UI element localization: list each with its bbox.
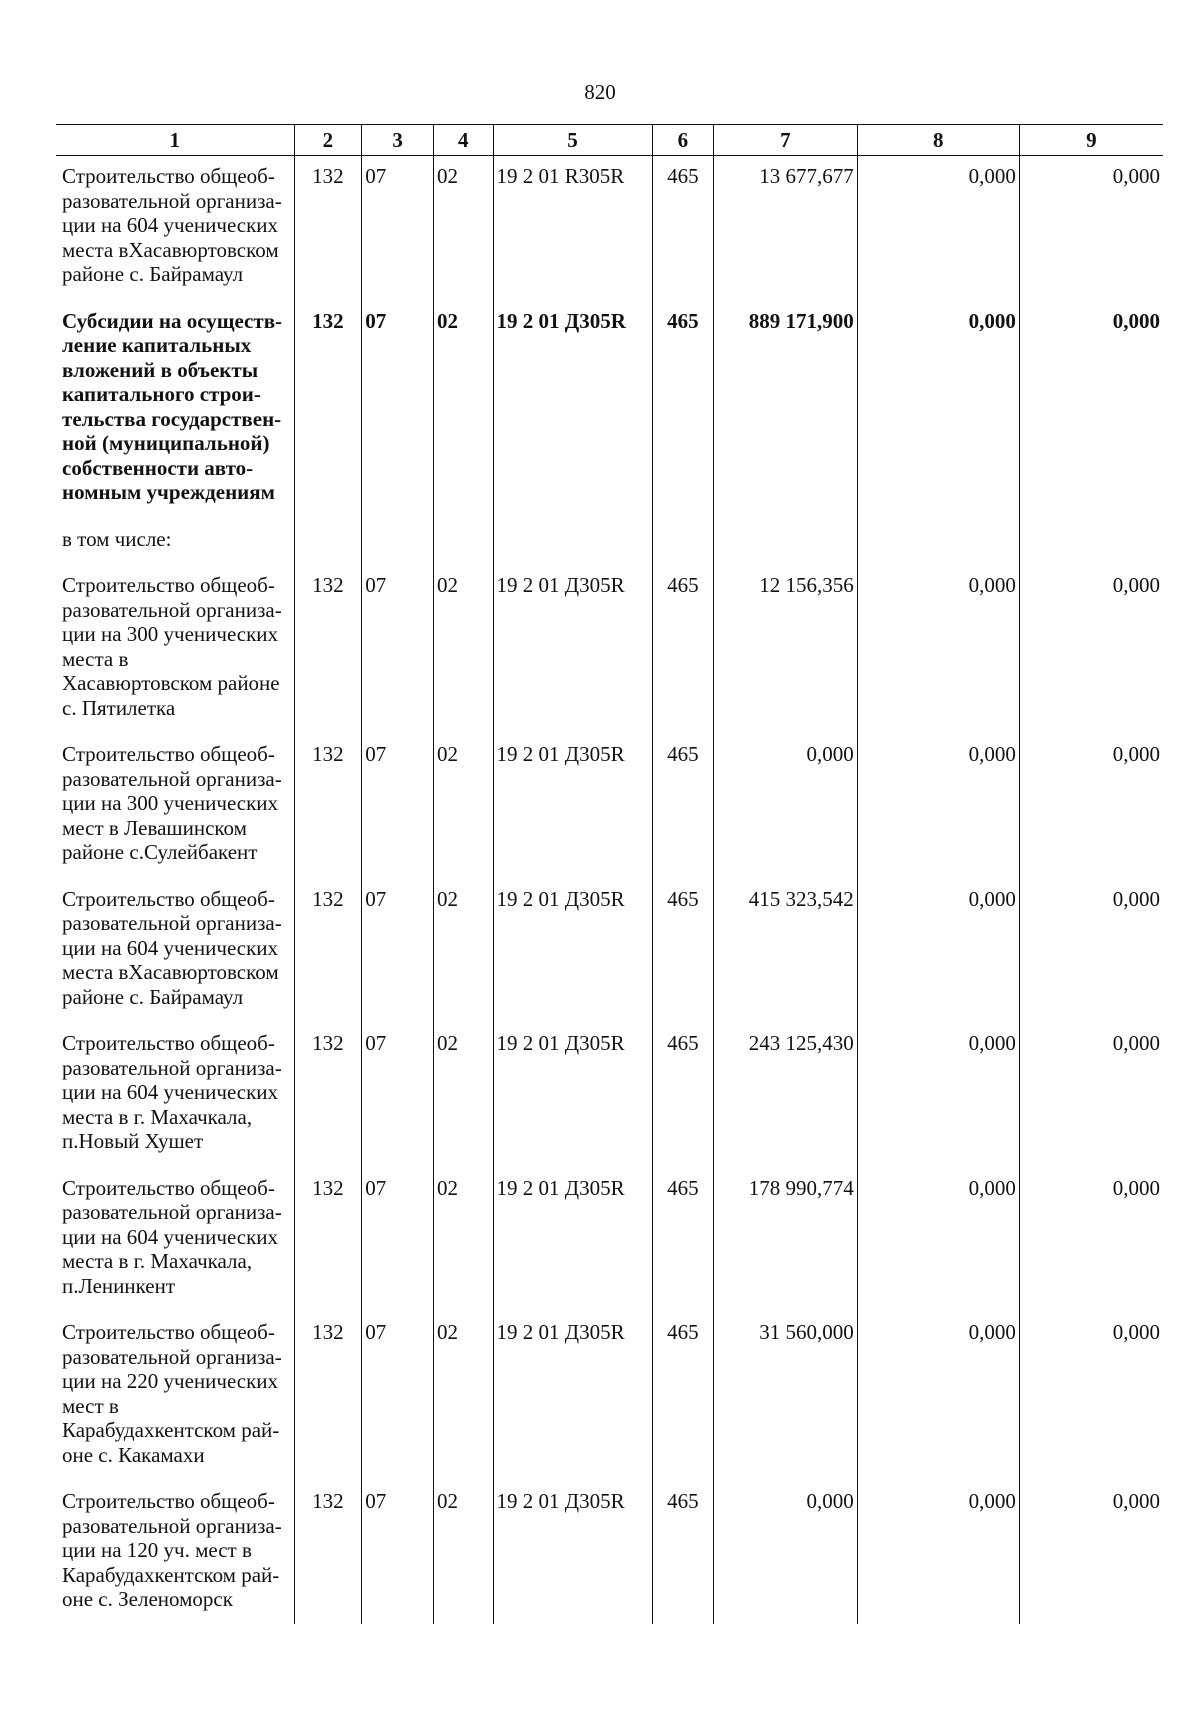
table-body (56, 156, 1163, 1624)
budget-table (56, 124, 1163, 1624)
row-code-cell: 132 (294, 1310, 362, 1479)
row-section-cell: 07 (362, 299, 434, 517)
row-expense-type-cell: 465 (652, 732, 714, 877)
row-expense-type-cell: 465 (652, 1166, 714, 1311)
row-amount-cell: 0,000 (857, 732, 1019, 877)
column-header: 1 (56, 125, 294, 156)
row-code-cell: 132 (294, 156, 362, 299)
row-code-cell: 132 (294, 732, 362, 877)
row-amount-cell: 0,000 (1019, 1021, 1163, 1166)
row-code-cell: 132 (294, 1021, 362, 1166)
row-subsection-cell: 02 (434, 299, 494, 517)
row-target-article-cell: 19 2 01 Д305R (493, 877, 652, 1022)
row-amount-cell: 31 560,000 (714, 1310, 858, 1479)
row-amount-cell: 0,000 (1019, 877, 1163, 1022)
row-subsection-cell: 02 (434, 1021, 494, 1166)
row-name-cell: Строительство общеоб- разовательной организа- ции на 604 ученических места в г. Махачкала, п.Ленинкент (62, 1175, 282, 1298)
row-name-cell: Строительство общеоб- разовательной организа- ции на 120 уч. мест в Карабудахкентском рай- оне с. Зеленоморск (62, 1489, 282, 1611)
row-name-cell: Строительство общеоб- разовательной организа- ции на 604 ученических места вХасавюртовском районе с. Байрамаул (62, 164, 282, 286)
row-amount-cell: 0,000 (857, 1166, 1019, 1311)
row-target-article-cell: 19 2 01 Д305R (493, 732, 652, 877)
table-row (56, 1021, 1163, 1166)
row-name-cell: Строительство общеоб- разовательной организа- ции на 604 ученических места в г. Махачкала, п.Новый Хушет (62, 1031, 282, 1153)
row-code-cell (294, 517, 362, 564)
row-amount-cell: 0,000 (857, 1479, 1019, 1624)
column-header: 2 (294, 125, 362, 156)
row-expense-type-cell: 465 (652, 1479, 714, 1624)
row-name-cell: в том числе: (62, 526, 172, 551)
row-section-cell: 07 (362, 1021, 434, 1166)
row-amount-cell: 0,000 (857, 1310, 1019, 1479)
row-amount-cell: 0,000 (857, 563, 1019, 732)
row-target-article-cell: 19 2 01 Д305R (493, 1310, 652, 1479)
row-amount-cell: 0,000 (714, 732, 858, 877)
row-subsection-cell: 02 (434, 1479, 494, 1624)
column-header: 3 (362, 125, 434, 156)
row-subsection-cell: 02 (434, 563, 494, 732)
row-amount-cell: 0,000 (1019, 1166, 1163, 1311)
row-subsection-cell: 02 (434, 156, 494, 299)
table-row (56, 1310, 1163, 1479)
row-subsection-cell: 02 (434, 732, 494, 877)
row-expense-type-cell (652, 517, 714, 564)
column-header: 8 (857, 125, 1019, 156)
row-expense-type-cell: 465 (652, 299, 714, 517)
row-amount-cell: 889 171,900 (714, 299, 858, 517)
table-row (56, 563, 1163, 732)
row-amount-cell: 0,000 (1019, 156, 1163, 299)
row-expense-type-cell: 465 (652, 156, 714, 299)
row-target-article-cell: 19 2 01 Д305R (493, 1479, 652, 1624)
column-header: 5 (493, 125, 652, 156)
row-expense-type-cell: 465 (652, 1310, 714, 1479)
row-amount-cell (857, 517, 1019, 564)
row-section-cell: 07 (362, 877, 434, 1022)
row-code-cell: 132 (294, 299, 362, 517)
table-row (56, 1166, 1163, 1311)
row-amount-cell: 0,000 (857, 156, 1019, 299)
row-name-cell: Строительство общеоб- разовательной организа- ции на 220 ученических мест в Карабудахкентском рай- оне с. Какамахи (62, 1320, 282, 1467)
row-target-article-cell (493, 517, 652, 564)
column-header: 4 (434, 125, 494, 156)
row-amount-cell: 178 990,774 (714, 1166, 858, 1311)
column-header: 7 (714, 125, 858, 156)
row-amount-cell: 243 125,430 (714, 1021, 858, 1166)
row-subsection-cell: 02 (434, 877, 494, 1022)
row-code-cell: 132 (294, 877, 362, 1022)
row-code-cell: 132 (294, 1166, 362, 1311)
row-name-cell: Строительство общеоб- разовательной организа- ции на 604 ученических места вХасавюртовском районе с. Байрамаул (62, 886, 282, 1009)
column-header: 9 (1019, 125, 1163, 156)
row-name-cell: Субсидии на осуществ- ление капитальных вложений в объекты капитального строи- тельства государствен- ной (муниципальной) собственности авто- номным учреждениям (62, 308, 283, 504)
row-amount-cell: 0,000 (1019, 1310, 1163, 1479)
row-subsection-cell (434, 517, 494, 564)
column-header: 6 (652, 125, 714, 156)
row-amount-cell: 0,000 (857, 299, 1019, 517)
row-section-cell: 07 (362, 156, 434, 299)
row-section-cell: 07 (362, 1479, 434, 1624)
row-expense-type-cell: 465 (652, 1021, 714, 1166)
table-row (56, 1479, 1163, 1624)
row-amount-cell: 0,000 (1019, 732, 1163, 877)
row-section-cell: 07 (362, 563, 434, 732)
row-subsection-cell: 02 (434, 1310, 494, 1479)
table-row (56, 156, 1163, 299)
row-amount-cell: 0,000 (714, 1479, 858, 1624)
row-amount-cell: 0,000 (1019, 299, 1163, 517)
row-target-article-cell: 19 2 01 Д305R (493, 563, 652, 732)
table-row (56, 299, 1163, 517)
row-code-cell: 132 (294, 1479, 362, 1624)
row-amount-cell: 0,000 (1019, 563, 1163, 732)
row-amount-cell: 0,000 (857, 1021, 1019, 1166)
page-number: 820 (584, 80, 616, 104)
row-amount-cell: 12 156,356 (714, 563, 858, 732)
table-row (56, 517, 1163, 564)
row-name-cell: Строительство общеоб- разовательной организа- ции на 300 ученических места в Хасавюртовском районе с. Пятилетка (62, 573, 282, 720)
row-section-cell: 07 (362, 1310, 434, 1479)
row-target-article-cell: 19 2 01 R305R (493, 156, 652, 299)
row-section-cell (362, 517, 434, 564)
row-section-cell: 07 (362, 732, 434, 877)
row-amount-cell: 13 677,677 (714, 156, 858, 299)
row-name-cell: Строительство общеоб- разовательной организа- ции на 300 ученических мест в Левашинском районе с.Сулейбакент (62, 742, 282, 864)
row-target-article-cell: 19 2 01 Д305R (493, 299, 652, 517)
row-amount-cell: 415 323,542 (714, 877, 858, 1022)
row-target-article-cell: 19 2 01 Д305R (493, 1021, 652, 1166)
table-row (56, 877, 1163, 1022)
row-amount-cell: 0,000 (857, 877, 1019, 1022)
row-amount-cell (714, 517, 858, 564)
row-code-cell: 132 (294, 563, 362, 732)
row-section-cell: 07 (362, 1166, 434, 1311)
row-subsection-cell: 02 (434, 1166, 494, 1311)
table-header-row (56, 125, 1163, 156)
row-amount-cell (1019, 517, 1163, 564)
row-amount-cell: 0,000 (1019, 1479, 1163, 1624)
row-expense-type-cell: 465 (652, 877, 714, 1022)
row-target-article-cell: 19 2 01 Д305R (493, 1166, 652, 1311)
row-expense-type-cell: 465 (652, 563, 714, 732)
table-row (56, 732, 1163, 877)
